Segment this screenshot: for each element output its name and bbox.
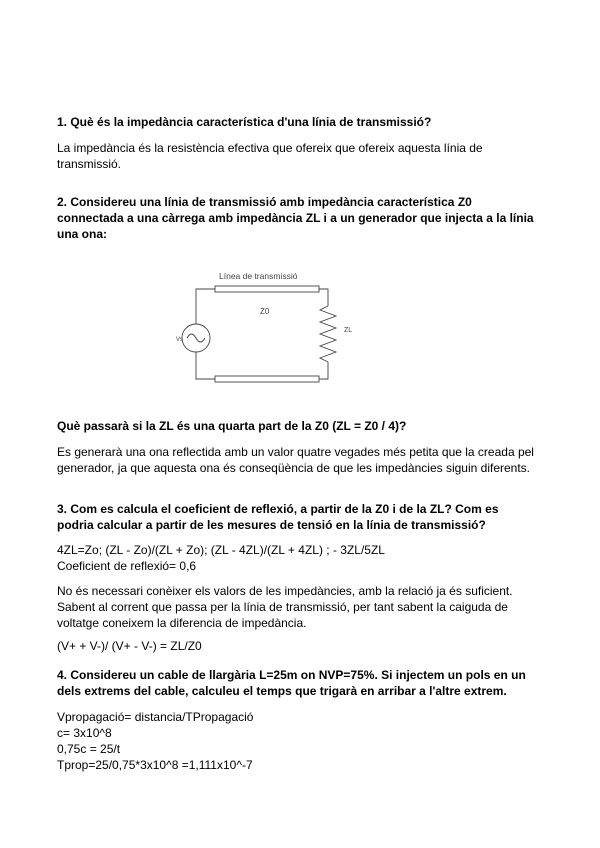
question-3-title — [57, 501, 547, 533]
answer-line: La impedància és la resistència efectiva que ofereix que ofereix aquesta línia de — [57, 141, 483, 155]
title-line: una ona: — [57, 227, 107, 241]
subquestion-text: Què passarà si la ZL és una quarta part de la Z0 (ZL = Z0 / 4)? — [57, 419, 407, 433]
title-line: dels extrems del cable, calculeu el temps que trigarà en arribar a l'altre extrem. — [57, 684, 507, 698]
calc-line: c= 3x10^8 — [57, 726, 112, 740]
question-2-subquestion — [57, 418, 547, 434]
calc-line: 0,75c = 25/t — [57, 742, 121, 756]
question-1-title — [57, 114, 547, 130]
lower-conductor — [215, 376, 319, 382]
calc-line: Tprop=25/0,75*3x10^8 =1,111x10^-7 — [57, 758, 253, 772]
diagram-title: Línea de transmissió — [219, 271, 298, 281]
load-resistor-icon — [320, 306, 336, 362]
load-upper-wire — [319, 289, 328, 306]
relation-text: (V+ + V-)/ (V+ - V-) = ZL/Z0 — [57, 639, 202, 653]
question-2-title — [57, 194, 547, 242]
title-line: 4. Considereu un cable de llargària L=25m on NVP=75%. Si injectem un pols en un — [57, 668, 526, 682]
answer-line: generador, ja que aquesta ona és conseqüència de que les impedàncies siguin diferents. — [57, 461, 530, 475]
z0-label: Z0 — [260, 307, 270, 316]
answer-line: Es generarà una ona reflectida amb un valor quatre vegades més petita que la creada pel — [57, 445, 534, 459]
answer-line: transmissió. — [57, 157, 122, 171]
explanation-line: voltatge coneixem la diferencia de impedància. — [57, 616, 307, 630]
source-upper-wire — [196, 289, 215, 324]
formula-line: 4ZL=Zo; (ZL - Zo)/(ZL + Zo); (ZL - 4ZL)/(ZL + 4ZL) ; - 3ZL/5ZL — [57, 543, 385, 557]
explanation-line: No és necessari conèixer els valors de les impedàncies, amb la relació ja és suficient. — [57, 584, 513, 598]
title-line: connectada a una càrrega amb impedància ZL i a un generador que injecta a la línia — [57, 211, 534, 225]
title-line: 3. Com es calcula el coeficient de reflexió, a partir de la Z0 i de la ZL? Com es — [57, 502, 499, 516]
question-3-explanation — [57, 583, 547, 631]
question-3-relation — [57, 638, 547, 654]
formula-line: Coeficient de reflexió= 0,6 — [57, 559, 197, 573]
question-1-title-text: 1. Què és la impedància característica d'una línia de transmissió? — [57, 115, 432, 129]
load-lower-wire — [319, 362, 328, 379]
explanation-line: Sabent al corrent que passa per la línia de transmissió, per tant sabent la caiguda de — [57, 600, 508, 614]
question-3-formula — [57, 542, 547, 574]
calc-line: Vpropagació= distancia/TPropagació — [57, 710, 254, 724]
upper-conductor — [215, 286, 319, 292]
title-line: 2. Considereu una línia de transmissió amb impedància característica Z0 — [57, 195, 472, 209]
question-1-answer — [57, 140, 547, 172]
question-4-title — [57, 667, 547, 699]
source-lower-wire — [196, 352, 215, 379]
ac-source-icon — [182, 324, 210, 352]
question-4-calculation — [57, 709, 547, 773]
title-line: podria calcular a partir de les mesures de tensió en la línia de transmissió? — [57, 518, 486, 532]
source-label: Vs — [176, 337, 184, 343]
question-2-answer — [57, 444, 547, 476]
transmission-line-diagram — [168, 268, 368, 388]
load-label: ZL — [344, 327, 353, 334]
